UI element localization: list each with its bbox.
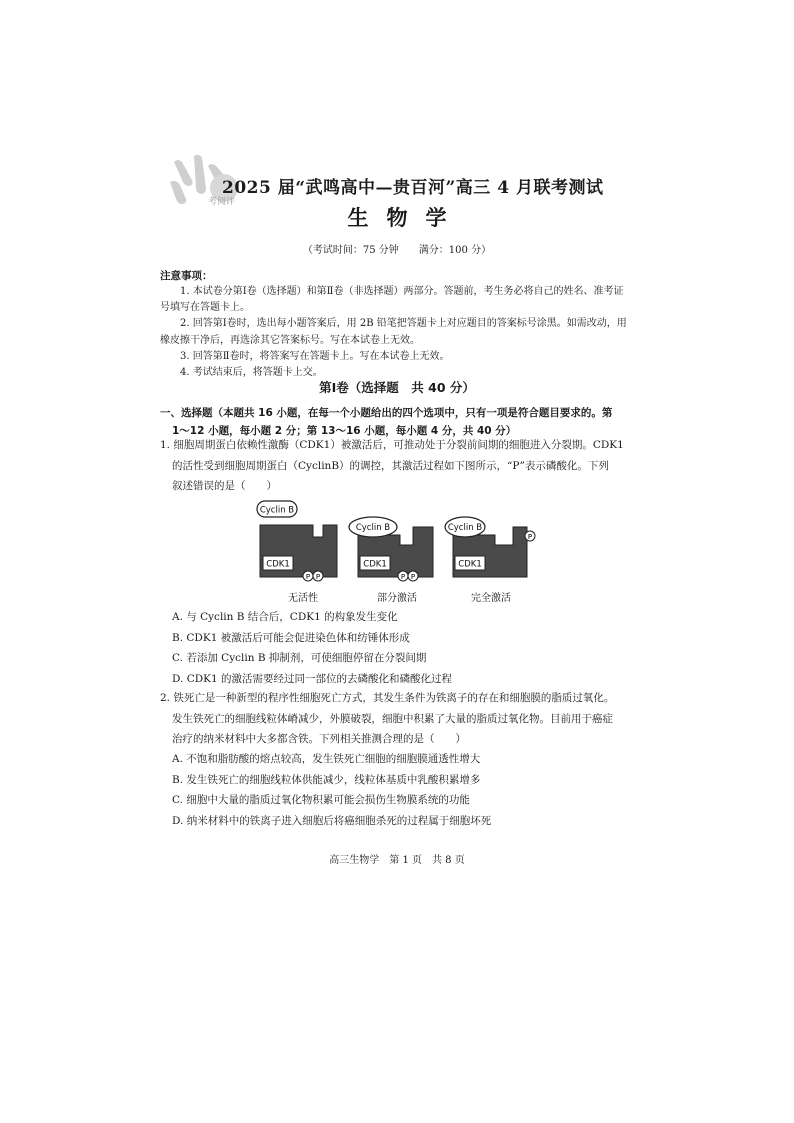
cdk1-state-active — [445, 517, 535, 604]
state-label-inactive: 无活性 — [288, 593, 318, 604]
option-b: B. 发生铁死亡的细胞线粒体供能减少，线粒体基质中乳酸积累增多 — [172, 773, 481, 786]
exam-info: （考试时间：75 分钟 满分：100 分） — [302, 245, 492, 256]
subject-title: 生物学 — [347, 205, 465, 230]
question-line: 治疗的纳米材料中大多都含铁。下列相关推测合理的是（ ） — [172, 733, 466, 745]
section-intro-line: 一、选择题（本题共 16 小题，在每一个小题给出的四个选项中，只有一项是符合题目要求的。第 — [160, 407, 613, 419]
exam-title: 2025 届“武鸣高中—贵百河”高三 4 月联考测试 — [222, 178, 604, 198]
cdk1-label: CDK1 — [266, 559, 290, 570]
page-footer: 高三生物学 第 1 页 共 8 页 — [329, 855, 465, 866]
section-title: 第Ⅰ卷（选择题 共 40 分） — [319, 380, 475, 395]
question-2-stem — [160, 688, 638, 750]
option-d: D. CDK1 的激活需要经过同一部位的去磷酸化和磷酸化过程 — [172, 672, 453, 685]
option-a: A. 不饱和脂肪酸的熔点较高，发生铁死亡细胞的细胞膜通透性增大 — [172, 753, 481, 765]
question-line: 1. 细胞周期蛋白依赖性激酶（CDK1）被激活后，可推动处于分裂前间期的细胞进入分裂期。CDK1 — [160, 439, 624, 451]
question-1-stem — [160, 435, 638, 497]
phosphate-label: P — [527, 533, 533, 541]
option-d: D. 纳米材料中的铁离子进入细胞后将癌细胞杀死的过程属于细胞坏死 — [172, 814, 492, 827]
cdk1-label: CDK1 — [363, 559, 387, 570]
cdk1-state-partial — [349, 517, 433, 604]
section-intro-line: 1～12 小题，每小题 2 分；第 13～16 小题，每小题 4 分，共 40 分） — [172, 425, 517, 437]
option-a: A. 与 Cyclin B 结合后，CDK1 的构象发生变化 — [172, 611, 398, 623]
note-item: 4. 考试结束后，将答题卡上交。 — [180, 367, 323, 379]
question-2-options — [172, 749, 642, 831]
phosphate-label: P — [315, 573, 321, 581]
cdk1-label: CDK1 — [458, 559, 482, 570]
phosphate-label: P — [410, 573, 416, 581]
option-c: C. 若添加 Cyclin B 抑制剂，可使细胞停留在分裂间期 — [172, 652, 427, 664]
question-line: 叙述错误的是（ ） — [172, 480, 277, 492]
note-item: 1. 本试卷分第Ⅰ卷（选择题）和第Ⅱ卷（非选择题）两部分。答题前，考生务必将自己的姓名、准考证号填写在答题卡上。 — [160, 286, 624, 314]
phosphate-label: P — [305, 573, 311, 581]
question-line: 2. 铁死亡是一种新型的程序性细胞死亡方式，其发生条件为铁离子的存在和细胞膜的脂质过氧化。 — [160, 692, 615, 704]
option-c: C. 细胞中大量的脂质过氧化物积累可能会损伤生物膜系统的功能 — [172, 794, 470, 806]
logo-text: 考阅评 — [208, 197, 236, 207]
cdk1-state-inactive — [257, 501, 337, 604]
cdk1-activation-diagram — [255, 497, 555, 609]
cyclin-b-label: Cyclin B — [447, 523, 483, 533]
note-item: 3. 回答第Ⅱ卷时，将答案写在答题卡上。写在本试卷上无效。 — [180, 350, 450, 362]
question-line: 的活性受到细胞周期蛋白（CyclinB）的调控，其激活过程如下图所示，“P”表示磷酸化。下列 — [172, 459, 609, 472]
notes-heading: 注意事项： — [160, 270, 213, 282]
note-item: 2. 回答第Ⅰ卷时，选出每小题答案后，用 2B 铅笔把答题卡上对应题目的答案标号涂黑。如需改动，用橡皮擦干净后，再选涂其它答案标号。写在本试卷上无效。 — [160, 318, 627, 346]
question-line: 发生铁死亡的细胞线粒体嵴减少，外膜破裂，细胞中积累了大量的脂质过氧化物。目前用于癌症 — [172, 712, 613, 725]
notes-list — [160, 284, 630, 381]
state-label-partial: 部分激活 — [377, 593, 417, 604]
phosphate-label: P — [400, 573, 406, 581]
cyclin-b-label: Cyclin B — [259, 505, 295, 516]
state-label-active: 完全激活 — [471, 593, 511, 604]
cyclin-b-label: Cyclin B — [355, 523, 391, 533]
question-1-options — [172, 607, 642, 689]
option-b: B. CDK1 被激活后可能会促进染色体和纺锤体形成 — [172, 631, 410, 644]
